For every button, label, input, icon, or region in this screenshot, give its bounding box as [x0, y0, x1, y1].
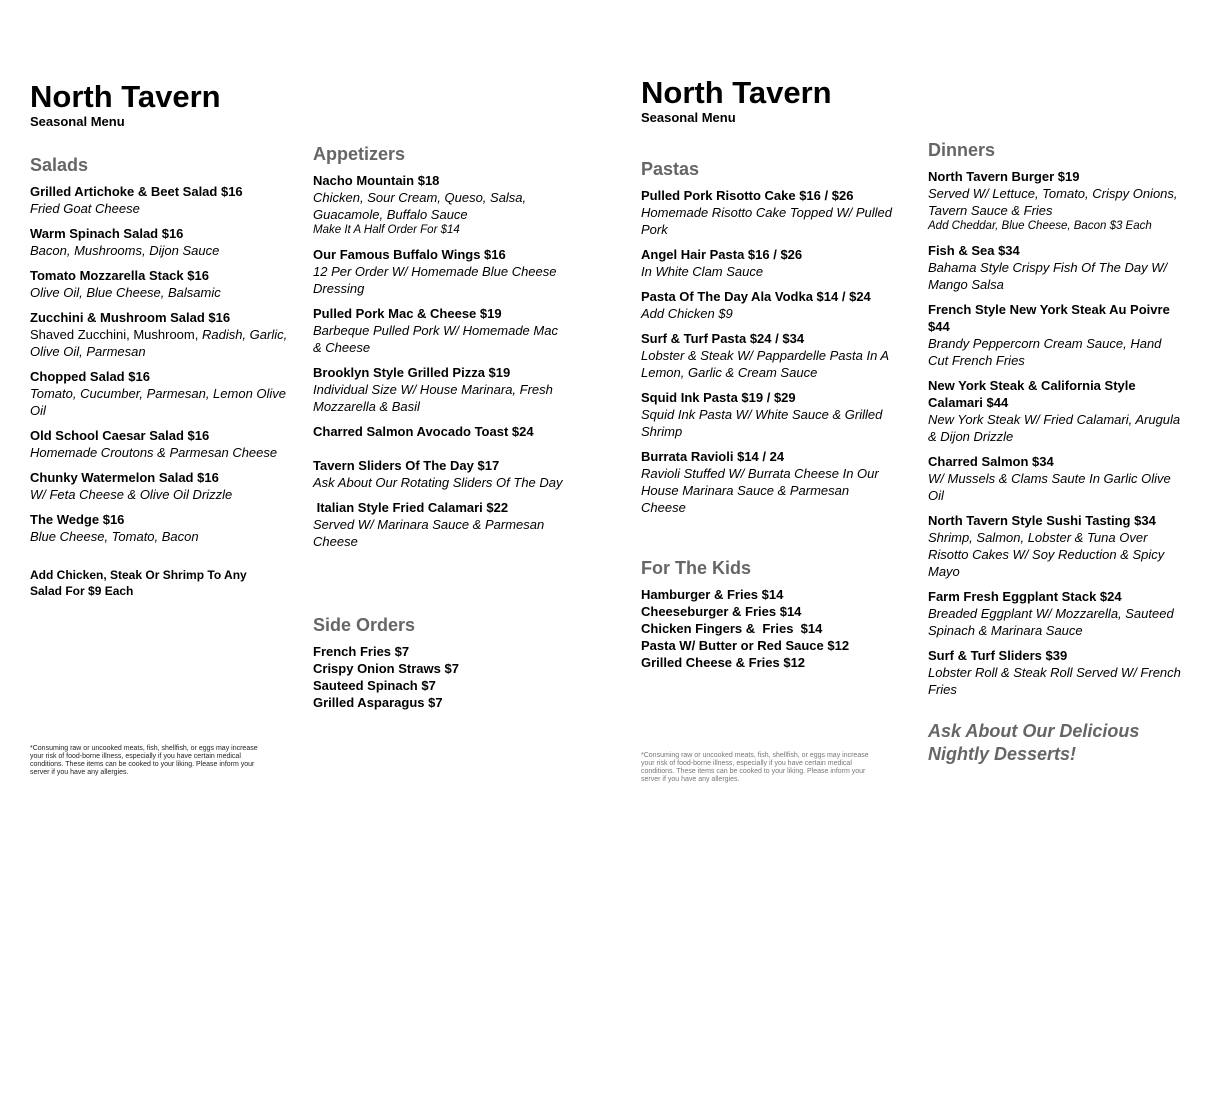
item-name: Chopped Salad $16: [30, 369, 150, 384]
salads-section: [30, 154, 290, 599]
item-name: Charred Salmon Avocado Toast $24: [313, 424, 534, 439]
list-item: Grilled Asparagus $7: [313, 695, 443, 710]
item-description: Barbeque Pulled Pork W/ Homemade Mac & Cheese: [313, 323, 558, 355]
item-description: Olive Oil, Blue Cheese, Balsamic: [30, 285, 221, 300]
item-name: Pulled Pork Risotto Cake $16 / $26: [641, 188, 854, 203]
menu-item: [313, 172, 568, 238]
item-name: Our Famous Buffalo Wings $16: [313, 247, 506, 262]
menu-item: [641, 187, 896, 238]
side-orders-section: [313, 614, 573, 711]
left-disclaimer: *Consuming raw or uncooked meats, fish, shellfish, or eggs may increase your risk of food-borne illness, especially if you have certain medical conditions. These items can be cooked to your liking. Please inform your server if you have any allergies.: [30, 745, 258, 776]
item-name: Farm Fresh Eggplant Stack $24: [928, 589, 1122, 604]
item-note: Add Cheddar, Blue Cheese, Bacon $3 Each: [928, 220, 1152, 232]
menu-item: [30, 511, 290, 545]
pastas-section: [641, 158, 896, 524]
desserts-promo: Ask About Our Delicious Nightly Desserts!: [928, 721, 1140, 764]
list-item: Crispy Onion Straws $7: [313, 661, 459, 676]
menu-item: [30, 267, 290, 301]
appetizers-section: [313, 143, 568, 558]
list-item: Pasta W/ Butter or Red Sauce $12: [641, 638, 850, 653]
list-item: Hamburger & Fries $14: [641, 587, 784, 602]
menu-item: [641, 330, 896, 381]
menu-subtitle: Seasonal Menu: [30, 114, 125, 129]
menu-item: [928, 647, 1183, 698]
list-item: Cheeseburger & Fries $14: [641, 604, 802, 619]
item-description: Served W/ Lettuce, Tomato, Crispy Onions, Tavern Sauce & Fries: [928, 186, 1178, 218]
restaurant-name: North Tavern: [30, 79, 221, 114]
menu-item: [30, 368, 290, 419]
item-name: Surf & Turf Sliders $39: [928, 648, 1068, 663]
right-disclaimer: *Consuming raw or uncooked meats, fish, shellfish, or eggs may increase your risk of food-borne illness, especially if you have certain medical conditions. These items can be cooked to your liking. Please inform your server if you have any allergies.: [641, 752, 869, 783]
menu-item: [30, 183, 290, 217]
menu-item: [928, 453, 1183, 504]
item-description: Shrimp, Salmon, Lobster & Tuna Over Risotto Cakes W/ Soy Reduction & Spicy Mayo: [928, 530, 1165, 579]
item-description: Ask About Our Rotating Sliders Of The Day: [313, 475, 563, 490]
section-title: For The Kids: [641, 558, 752, 578]
menu-item: [641, 246, 896, 280]
item-name: Tavern Sliders Of The Day $17: [313, 458, 500, 473]
item-name: French Style New York Steak Au Poivre $44: [928, 302, 1170, 334]
menu-item: [30, 427, 290, 461]
item-name: Pasta Of The Day Ala Vodka $14 / $24: [641, 289, 871, 304]
item-name: Angel Hair Pasta $16 / $26: [641, 247, 803, 262]
item-name: Pulled Pork Mac & Cheese $19: [313, 306, 502, 321]
item-description: 12 Per Order W/ Homemade Blue Cheese Dressing: [313, 264, 557, 296]
menu-item: [313, 423, 568, 440]
item-description: Fried Goat Cheese: [30, 201, 140, 216]
item-description: Tomato, Cucumber, Parmesan, Lemon Olive Oil: [30, 386, 287, 418]
item-description: In White Clam Sauce: [641, 264, 764, 279]
menu-item: [928, 377, 1183, 445]
item-name: Squid Ink Pasta $19 / $29: [641, 390, 796, 405]
item-description: Lobster Roll & Steak Roll Served W/ French Fries: [928, 665, 1181, 697]
item-description: W/ Feta Cheese & Olive Oil Drizzle: [30, 487, 233, 502]
item-description-plain: Shaved Zucchini, Mushroom,: [30, 327, 202, 342]
menu-item: [30, 225, 290, 259]
section-title: Salads: [30, 155, 89, 175]
menu-item: [641, 288, 896, 322]
item-description: Individual Size W/ House Marinara, Fresh Mozzarella & Basil: [313, 382, 553, 414]
item-name: Burrata Ravioli $14 / 24: [641, 449, 785, 464]
item-description: Ravioli Stuffed W/ Burrata Cheese In Our House Marinara Sauce & Parmesan Cheese: [641, 466, 879, 515]
item-description: Squid Ink Pasta W/ White Sauce & Grilled Shrimp: [641, 407, 883, 439]
item-name: The Wedge $16: [30, 512, 125, 527]
right-header: [641, 76, 832, 126]
item-name: Old School Caesar Salad $16: [30, 428, 210, 443]
item-name: Tomato Mozzarella Stack $16: [30, 268, 209, 283]
item-description: Lobster & Steak W/ Pappardelle Pasta In A Lemon, Garlic & Cream Sauce: [641, 348, 889, 380]
menu-item: [641, 448, 896, 516]
item-name: North Tavern Burger $19: [928, 169, 1080, 184]
item-description: Blue Cheese, Tomato, Bacon: [30, 529, 199, 544]
item-description: Homemade Risotto Cake Topped W/ Pulled Pork: [641, 205, 892, 237]
item-name: North Tavern Style Sushi Tasting $34: [928, 513, 1156, 528]
item-description: W/ Mussels & Clams Saute In Garlic Olive Oil: [928, 471, 1171, 503]
item-name: Charred Salmon $34: [928, 454, 1054, 469]
menu-item: [313, 499, 568, 550]
list-item: Sauteed Spinach $7: [313, 678, 436, 693]
menu-item: [928, 168, 1183, 234]
item-name: Nacho Mountain $18: [313, 173, 440, 188]
menu-item: [928, 301, 1183, 369]
item-description: Breaded Eggplant W/ Mozzarella, Sauteed Spinach & Marinara Sauce: [928, 606, 1174, 638]
section-title: Side Orders: [313, 615, 416, 635]
left-header: [30, 80, 221, 130]
item-name: New York Steak & California Style Calamari $44: [928, 378, 1136, 410]
item-name: Zucchini & Mushroom Salad $16: [30, 310, 231, 325]
menu-item: [313, 305, 568, 356]
list-item: Grilled Cheese & Fries $12: [641, 655, 806, 670]
item-description: Add Chicken $9: [641, 306, 733, 321]
item-name: Brooklyn Style Grilled Pizza $19: [313, 365, 511, 380]
dinners-section: [928, 139, 1183, 766]
item-description: Brandy Peppercorn Cream Sauce, Hand Cut French Fries: [928, 336, 1162, 368]
item-name: Grilled Artichoke & Beet Salad $16: [30, 184, 243, 199]
item-description: Chicken, Sour Cream, Queso, Salsa, Guacamole, Buffalo Sauce: [313, 190, 527, 222]
menu-item: [30, 469, 290, 503]
menu-item: [313, 364, 568, 415]
item-description: Bahama Style Crispy Fish Of The Day W/ Mango Salsa: [928, 260, 1168, 292]
section-title: Dinners: [928, 140, 996, 160]
item-name: Chunky Watermelon Salad $16: [30, 470, 219, 485]
item-name: Fish & Sea $34: [928, 243, 1020, 258]
item-description: Homemade Croutons & Parmesan Cheese: [30, 445, 278, 460]
section-title: Appetizers: [313, 144, 406, 164]
item-name: Surf & Turf Pasta $24 / $34: [641, 331, 805, 346]
menu-item: [313, 246, 568, 297]
salad-addon-note: Add Chicken, Steak Or Shrimp To Any Salad For $9 Each: [30, 568, 247, 598]
menu-subtitle: Seasonal Menu: [641, 110, 736, 125]
item-name: Italian Style Fried Calamari $22: [313, 500, 509, 515]
item-description: [30, 326, 290, 360]
item-description: New York Steak W/ Fried Calamari, Arugula & Dijon Drizzle: [928, 412, 1181, 444]
item-name: Warm Spinach Salad $16: [30, 226, 184, 241]
item-note: Make It A Half Order For $14: [313, 224, 460, 236]
section-title: Pastas: [641, 159, 700, 179]
menu-item: [928, 588, 1183, 639]
list-item: French Fries $7: [313, 644, 410, 659]
item-description: Served W/ Marinara Sauce & Parmesan Cheese: [313, 517, 545, 549]
menu-item: [641, 389, 896, 440]
item-description: Bacon, Mushrooms, Dijon Sauce: [30, 243, 220, 258]
menu-item: [928, 512, 1183, 580]
item-description-italic: Radish, Garlic, Olive Oil, Parmesan: [30, 327, 288, 359]
menu-item: [928, 242, 1183, 293]
list-item: Chicken Fingers & Fries $14: [641, 621, 823, 636]
menu-item: [313, 457, 568, 491]
restaurant-name: North Tavern: [641, 75, 832, 110]
menu-item: [30, 309, 290, 360]
kids-section: [641, 557, 901, 671]
